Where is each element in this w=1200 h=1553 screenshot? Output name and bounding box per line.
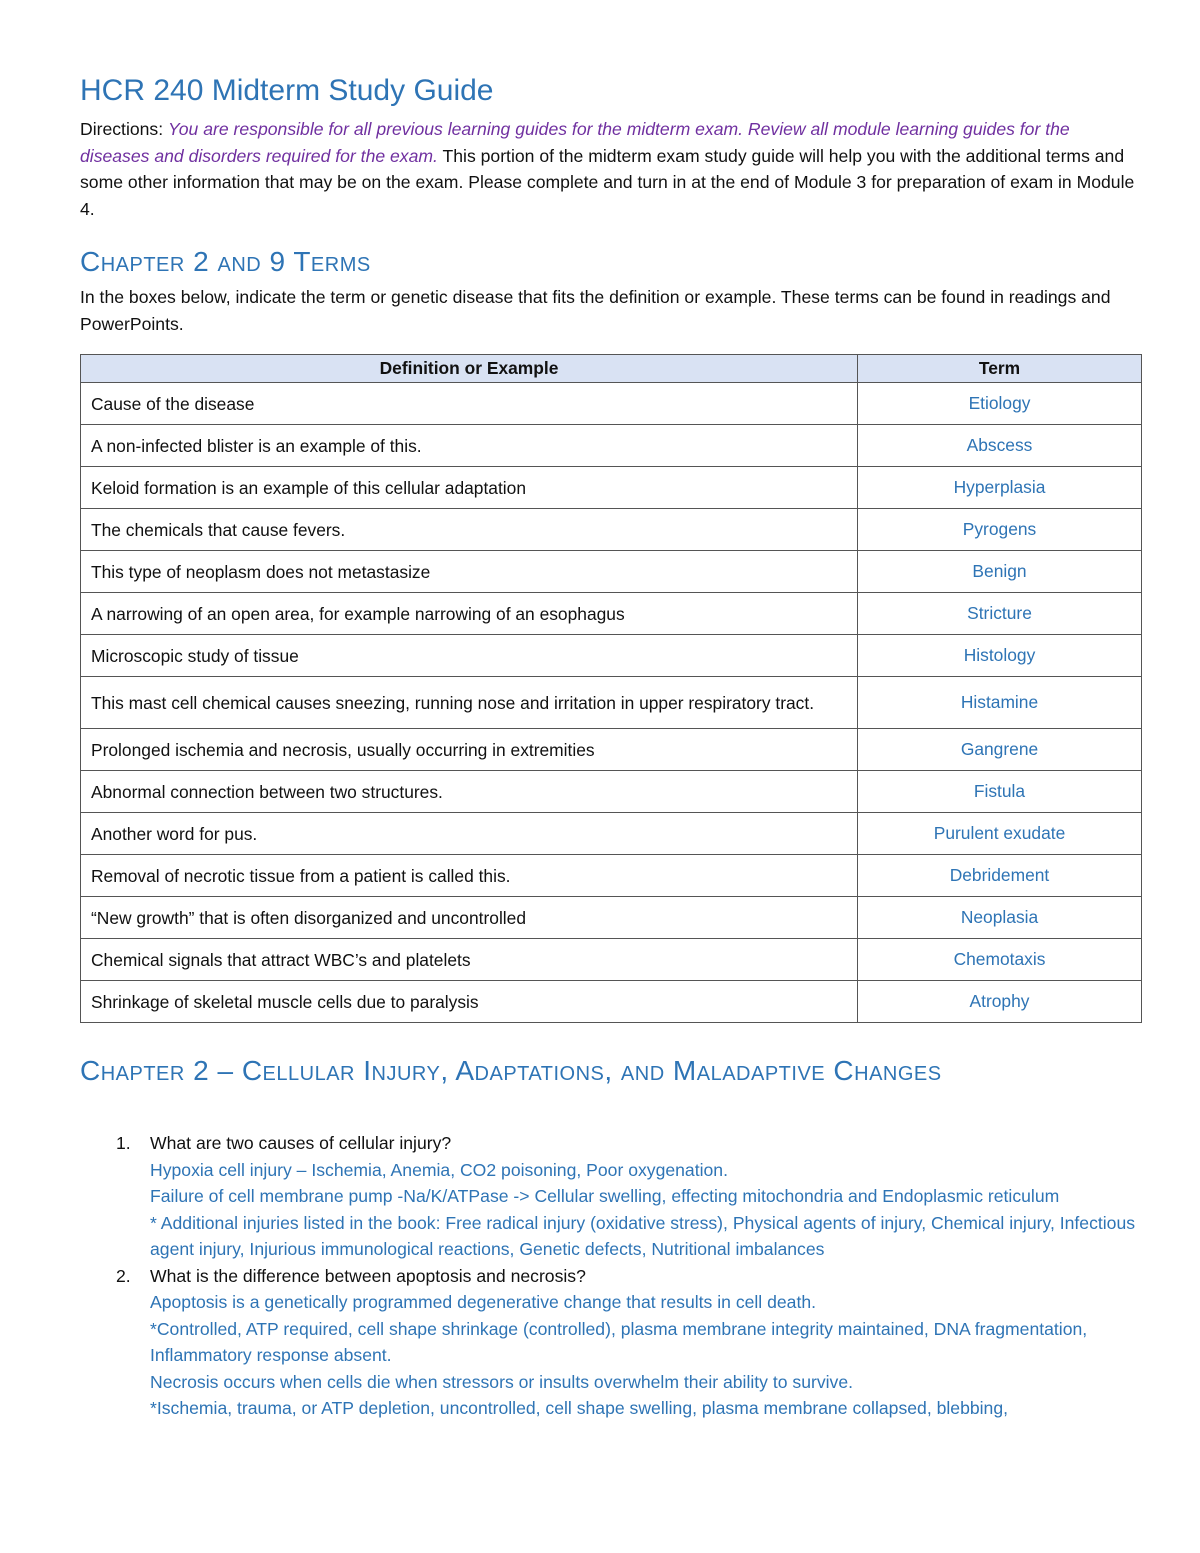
question-text: What are two causes of cellular injury? [150,1133,452,1153]
table-row [81,593,1142,635]
term-cell: Abscess [858,425,1142,467]
answer-line: *Controlled, ATP required, cell shape shrinkage (controlled), plasma membrane integrity maintained, DNA fragmentation, Inflammatory response absent. [150,1318,1088,1365]
question-number: 1. [116,1133,131,1153]
term-cell: Etiology [858,383,1142,425]
term-cell: Pyrogens [858,509,1142,551]
terms-table [80,354,1142,1023]
directions-italic-text: You are responsible for all previous learning guides for the midterm exam. Review all module learning guides for the diseases and disorders required for the exam. [80,119,1070,166]
table-row [81,771,1142,813]
question-list [80,1130,1142,1422]
definition-cell: A non-infected blister is an example of this. [81,425,858,467]
table-row [81,425,1142,467]
term-cell: Histamine [858,677,1142,729]
term-cell: Chemotaxis [858,939,1142,981]
definition-cell: Microscopic study of tissue [81,635,858,677]
terms-intro: In the boxes below, indicate the term or genetic disease that fits the definition or example. These terms can be found in readings and PowerPoints. [80,287,1111,334]
definition-cell: Another word for pus. [81,813,858,855]
definition-cell: “New growth” that is often disorganized and uncontrolled [81,897,858,939]
answer-line: Necrosis occurs when cells die when stressors or insults overwhelm their ability to survive. [150,1371,854,1392]
definition-cell: Keloid formation is an example of this cellular adaptation [81,467,858,509]
definition-cell: Shrinkage of skeletal muscle cells due to paralysis [81,981,858,1023]
header-definition: Definition or Example [81,355,858,383]
answer-line: Hypoxia cell injury – Ischemia, Anemia, CO2 poisoning, Poor oxygenation. [150,1159,728,1180]
table-row [81,551,1142,593]
term-cell: Stricture [858,593,1142,635]
table-row [81,939,1142,981]
question-2 [80,1263,1142,1290]
term-cell: Fistula [858,771,1142,813]
table-row [81,383,1142,425]
table-row [81,813,1142,855]
answer-line: Failure of cell membrane pump -Na/K/ATPase -> Cellular swelling, effecting mitochondria and Endoplasmic reticulum [150,1186,1060,1206]
directions-paragraph [80,116,1142,222]
document-title: HCR 240 Midterm Study Guide [80,74,494,107]
question-number: 2. [116,1265,131,1286]
term-cell: Benign [858,551,1142,593]
table-row [81,897,1142,939]
answer-line: Apoptosis is a genetically programmed degenerative change that results in cell death. [150,1292,817,1312]
definition-cell: This mast cell chemical causes sneezing, running nose and irritation in upper respiratory tract. [81,677,858,729]
term-cell: Hyperplasia [858,467,1142,509]
table-row [81,855,1142,897]
definition-cell: Chemical signals that attract WBC’s and platelets [81,939,858,981]
table-header-row [81,355,1142,383]
term-cell: Purulent exudate [858,813,1142,855]
table-row [81,467,1142,509]
table-row [81,635,1142,677]
table-row [81,981,1142,1023]
directions-label: Directions: [80,119,164,139]
term-cell: Atrophy [858,981,1142,1023]
definition-cell: The chemicals that cause fevers. [81,509,858,551]
definition-cell: Cause of the disease [81,383,858,425]
question-1 [80,1130,1142,1157]
table-row [81,509,1142,551]
header-term: Term [858,355,1142,383]
definition-cell: A narrowing of an open area, for example narrowing of an esophagus [81,593,858,635]
term-cell: Histology [858,635,1142,677]
answer-line: * Additional injuries listed in the book: Free radical injury (oxidative stress), Physical agents of injury, Chemical injury, Infectious agent injury, Injurious immunological reactions, Genetic defects, Nutritional imbalances [150,1212,1136,1259]
definition-cell: Abnormal connection between two structures. [81,771,858,813]
definition-cell: Prolonged ischemia and necrosis, usually occurring in extremities [81,729,858,771]
table-row [81,677,1142,729]
section-heading-chapter2: Chapter 2 – Cellular Injury, Adaptations, and Maladaptive Changes [80,1055,942,1086]
directions-text: This portion of the midterm exam study guide will help you with the additional terms and some other information that may be on the exam. Please complete and turn in at the end of Module 3 for preparation of exam in Module 4. [80,145,1135,219]
table-row [81,729,1142,771]
definition-cell: This type of neoplasm does not metastasize [81,551,858,593]
term-cell: Neoplasia [858,897,1142,939]
answer-line: *Ischemia, trauma, or ATP depletion, uncontrolled, cell shape swelling, plasma membrane collapsed, blebbing, [150,1398,1009,1418]
question-text: What is the difference between apoptosis and necrosis? [150,1265,586,1286]
term-cell: Debridement [858,855,1142,897]
term-cell: Gangrene [858,729,1142,771]
section-heading-terms: Chapter 2 and 9 Terms [80,246,371,277]
definition-cell: Removal of necrotic tissue from a patient is called this. [81,855,858,897]
